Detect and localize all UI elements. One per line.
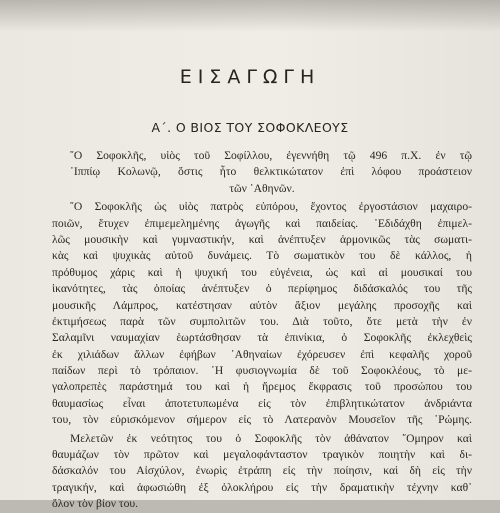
text-line: ῞Ο Σοφοκλῆς ὡς υἱὸς πατρὸς εὐπόρου, ἔχοντος ἐργοστάσιον μαχαιρο- xyxy=(70,200,472,214)
chapter-title: ΕΙΣΑΓΩΓΗ xyxy=(179,66,321,88)
text-line: ἐκτιμήσεως παρὰ τῶν συμπολιτῶν του. Διὰ τοῦτο, ὅτε μετὰ τὴν ἐν xyxy=(52,314,472,328)
text-line: Σαλαμῖνι ναυμαχίαν ἑωρτάσθησαν τὰ ἐπινίκια, ὁ Σοφοκλῆς ἐκλεχθεὶς xyxy=(52,331,472,345)
text-line: γαλοπρεπὲς παράστημά του καὶ ἡ ἤρεμος ἔκφρασις τοῦ προσώπου του xyxy=(52,380,472,394)
text-line: του, τὸν εὑρισκόμενον σήμερον εἰς τὸ Λατερανὸν Μουσεῖον τῆς ῾Ρώμης. xyxy=(52,413,472,427)
text-line: πρόθυμος χάρις καὶ ἡ ψυχική του εὐγένεια, ὡς καὶ αἱ μουσικαί του xyxy=(52,265,472,279)
text-line: παίδων περὶ τὸ τρόπαιον. ῾Η φυσιογνωμία δὲ τοῦ Σοφοκλέους, τὸ με- xyxy=(52,364,472,378)
text-line: ῾Ιππίῳ Κολωνῷ, ὅστις ἦτο θελκτικώτατον ἐπὶ λόφου προάστειον xyxy=(70,165,472,179)
paragraph xyxy=(52,148,472,197)
text-line: λῶς μουσικὴν καὶ γυμναστικήν, καὶ ἀνέπτυξεν ἁρμονικῶς τὰς σωματι- xyxy=(52,232,472,246)
text-line: ῞Ο Σοφοκλῆς, υἱὸς τοῦ Σοφίλλου, ἐγεννήθη τῷ 496 π.Χ. ἐν τῷ xyxy=(70,149,472,162)
text-line: ποιῶν, ἔτυχεν ἐπιμεμελημένης ἀγωγῆς καὶ παιδείας. ᾿Εδιδάχθη ἐπιμελ- xyxy=(52,216,472,230)
text-line: κὰς καὶ ψυχικὰς αὐτοῦ δυνάμεις. Τὸ σωματικὸν του δὲ κάλλος, ἡ xyxy=(52,249,472,263)
text-line: μουσικῆς Λάμπρος, κατέστησαν αὐτὸν ἄξιον μεγάλης προσοχῆς καὶ xyxy=(52,298,472,312)
text-line: ὅλον τὸν βίον του. xyxy=(52,497,139,511)
text-line: Μελετῶν ἐκ νεότητος του ὁ Σοφοκλῆς τὸν ἀθάνατον ῞Ομηρον καὶ xyxy=(70,431,472,445)
text-line: θαυμάζων τὸν πρῶτον καὶ μεγαλοφάνταστον τραγικὸν ποιητὴν καὶ δι- xyxy=(52,448,472,462)
top-page-shadow xyxy=(0,0,500,32)
text-line: τῶν ᾿Αθηνῶν. xyxy=(229,181,295,195)
section-title: Α΄. Ο ΒΙΟΣ ΤΟΥ ΣΟΦΟΚΛΕΟΥΣ xyxy=(151,120,349,135)
paragraph xyxy=(52,199,472,428)
text-line: τραγικήν, καὶ ἀφωσιώθη ἐξ ὁλοκλήρου εἰς τὴν δραματικὴν τέχνην καθ᾿ xyxy=(52,480,472,494)
text-line: ἱκανότητες, τὰς ὁποίας ἀνέπτυξεν ὁ περίφημος διδάσκαλός του τῆς xyxy=(52,282,472,296)
body-text xyxy=(52,148,472,513)
text-line: ἐκ χιλιάδων ἄλλων ἐφήβων ᾿Αθηναίων ἐχόρευσεν ἐπὶ κεφαλῆς χοροῦ xyxy=(52,347,472,361)
text-line: δάσκαλόν του Αἰσχύλον, ἐνωρὶς ἐτράπη εἰς τὴν ποίησιν, καὶ δὴ εἰς τὴν xyxy=(52,464,472,478)
paragraph xyxy=(52,431,472,513)
text-line: θαυμασίως εἶναι ἀποτετυπωμένα εἰς τὸν ἐπιβλητικώτατον ἀνδριάντα xyxy=(52,396,472,410)
